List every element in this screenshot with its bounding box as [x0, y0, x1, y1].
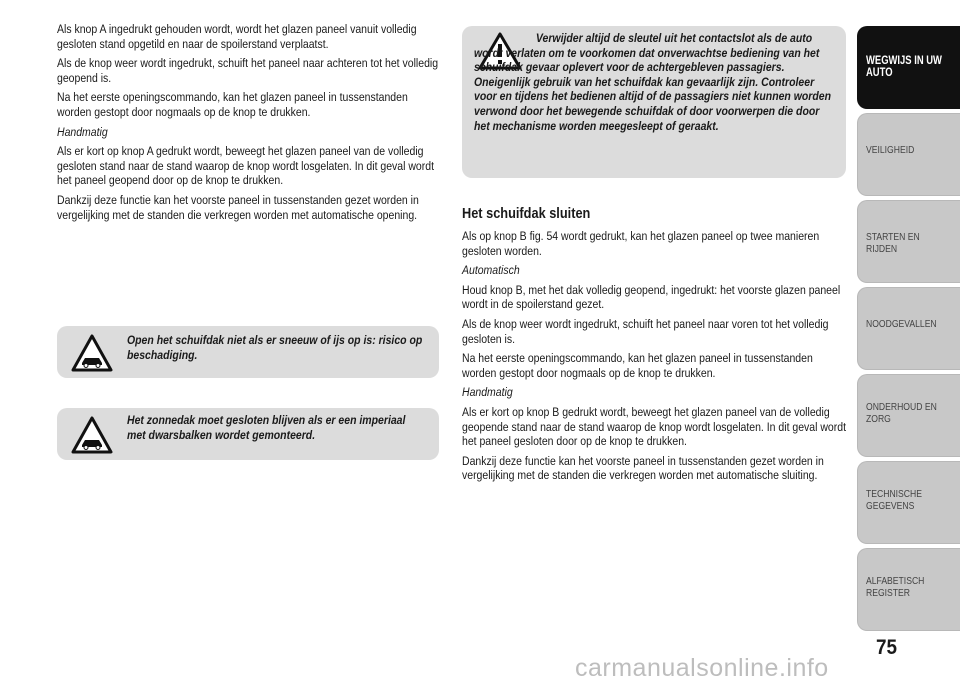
- tab-label: STARTEN EN RIJDEN: [866, 231, 920, 255]
- paragraph: Als de knop weer wordt ingedrukt, schuift het paneel naar voren tot het volledig gesloten is.: [462, 316, 829, 346]
- tab-noodgevallen[interactable]: [857, 287, 960, 370]
- car-warning-icon: [71, 334, 113, 377]
- watermark: carmanualsonline.info: [575, 654, 829, 682]
- warning-box-roofrack: [57, 408, 439, 460]
- tab-label: WEGWIJS IN UW AUTO: [866, 55, 942, 79]
- subheading-automatic: Automatisch: [462, 263, 520, 278]
- tab-register[interactable]: [857, 548, 960, 631]
- warning-box-key: [462, 26, 846, 178]
- tab-veiligheid[interactable]: [857, 113, 960, 196]
- paragraph: Als er kort op knop B gedrukt wordt, beweegt het glazen paneel van de volledig geopende stand naar de stand waarop de knop wordt losgelaten. In dit geval wordt het paneel gesloten door op de knop te drukken.: [462, 404, 847, 449]
- warning-box-snow: [57, 326, 439, 378]
- paragraph: Na het eerste openingscommando, kan het glazen paneel in tussenstanden worden gestopt door nogmaals op de knop te drukken.: [57, 90, 408, 119]
- paragraph: Dankzij deze functie kan het voorste paneel in tussenstanden gezet worden in vergelijking met de standen die verkregen worden met automatische sluiting.: [462, 453, 824, 483]
- warning-text: Verwijder altijd de sleutel uit het contactslot als de auto wordt verlaten om te voorkomen dat onverwachtse bediening van het schuifdak gevaar oplevert voor de achtergebleven passagiers. Oneigenlijk gebruik van het schuifdak kan gevaarlijk zijn. Controleer voor en tijdens het bedienen altijd of de passagiers niet kunnen worden verwond door het bewegende schuifdak of door voorwerpen die door het mechanisme worden meegesleept of geraakt.: [474, 31, 832, 133]
- right-column: [462, 206, 847, 488]
- tab-label: ALFABETISCH REGISTER: [866, 575, 925, 599]
- paragraph: Dankzij deze functie kan het voorste paneel in tussenstanden gezet worden in vergelijking met de standen die verkregen worden met automatische opening.: [57, 192, 419, 222]
- warning-text: Open het schuifdak niet als er sneeuw of ijs op is: risico op beschadiging.: [127, 333, 423, 362]
- section-heading: Het schuifdak sluiten: [462, 206, 591, 222]
- left-column: [57, 22, 442, 227]
- warning-text: Het zonnedak moet gesloten blijven als er een imperiaal met dwarsbalken wordet gemonteerd.: [127, 413, 406, 442]
- tab-starten[interactable]: [857, 200, 960, 283]
- tab-label: TECHNISCHE GEGEVENS: [866, 488, 922, 512]
- tab-technische[interactable]: [857, 461, 960, 544]
- tab-label: VEILIGHEID: [866, 144, 915, 156]
- subheading-manual: Handmatig: [462, 385, 513, 400]
- paragraph: Als er kort op knop A gedrukt wordt, beweegt het glazen paneel van de volledig gesloten stand naar de stand waarop de knop wordt losgelaten. In dit geval wordt het paneel geopend door op de knop te drukken.: [57, 144, 434, 188]
- paragraph: Als de knop weer wordt ingedrukt, schuift het paneel naar achteren tot het volledig geopend is.: [57, 56, 439, 85]
- car-warning-icon: [71, 416, 113, 459]
- paragraph: Als knop A ingedrukt gehouden wordt, wordt het glazen paneel vanuit volledig gesloten stand opgetild en naar de spoilerstand verplaatst.: [57, 22, 417, 51]
- tab-label: NOODGEVALLEN: [866, 318, 937, 330]
- page-number: 75: [876, 636, 898, 659]
- paragraph: Als op knop B fig. 54 wordt gedrukt, kan het glazen paneel op twee manieren gesloten worden.: [462, 229, 820, 258]
- paragraph: Houd knop B, met het dak volledig geopend, ingedrukt: het voorste glazen paneel wordt in de spoilerstand gezet.: [462, 282, 841, 312]
- subheading-manual: Handmatig: [57, 124, 108, 139]
- paragraph: Na het eerste openingscommando, kan het glazen paneel in tussenstanden worden gestopt door nogmaals op de knop te drukken.: [462, 351, 813, 380]
- tab-onderhoud[interactable]: [857, 374, 960, 457]
- tab-wegwijs[interactable]: [857, 26, 960, 109]
- chapter-tabs: [857, 26, 960, 635]
- tab-label: ONDERHOUD EN ZORG: [866, 401, 937, 425]
